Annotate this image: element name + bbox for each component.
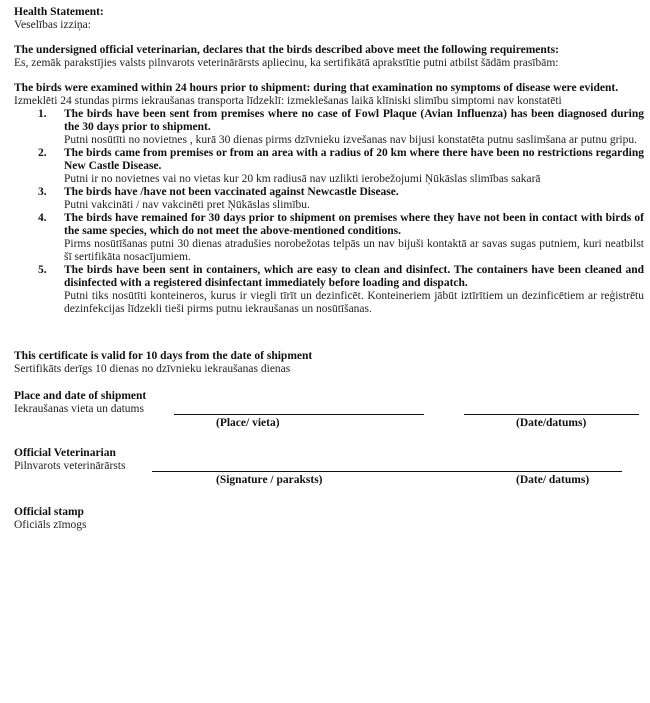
- validity-section: [14, 350, 644, 376]
- requirement-en: The birds came from premises or from an area with a radius of 20 km where there have been no restrictions regarding New Castle Disease.: [64, 147, 644, 172]
- requirement-item: [14, 186, 644, 212]
- veterinarian-title-en: Official Veterinarian: [14, 447, 116, 459]
- veterinarian-date-caption: (Date/ datums): [516, 474, 590, 486]
- requirement-item: [14, 108, 644, 147]
- requirement-item: [14, 147, 644, 186]
- stamp-title-en: Official stamp: [14, 506, 84, 518]
- requirement-lv: Pirms nosūtīšanas putni 30 dienas atradušies norobežotas telpās un nav bijuši kontaktā ar savas sugas putniem, kuri neatbilst šī sertifikāta nosacījumiem.: [64, 238, 644, 263]
- requirement-en: The birds have been sent from premises where no case of Fowl Plaque (Avian Influenza) has been diagnosed during the 30 days prior to shipment.: [64, 108, 644, 133]
- health-statement-title-lv: Veselības izziņa:: [14, 19, 91, 31]
- health-statement-title-en: Health Statement:: [14, 6, 104, 18]
- validity-en: This certificate is valid for 10 days from the date of shipment: [14, 350, 313, 362]
- requirement-lv: Putni ir no novietnes vai no vietas kur 20 km radiusā nav uzlikti ierobežojumi Ņūkāslas slimības sakarā: [64, 173, 541, 185]
- validity-lv: Sertifikāts derīgs 10 dienas no dzīvnieku iekraušanas dienas: [14, 363, 291, 375]
- declaration-en: The undersigned official veterinarian, declares that the birds described above meet the following requirements:: [14, 44, 559, 56]
- veterinarian-title-lv: Pilnvarots veterinārārsts: [14, 460, 126, 472]
- requirement-lv: Putni vakcināti / nav vakcinēti pret Ņūkāslas slimību.: [64, 199, 310, 211]
- shipment-date-caption: (Date/datums): [516, 417, 587, 429]
- requirement-en: The birds have been sent in containers, which are easy to clean and disinfect. The containers have been cleaned and disinfected with a registered disinfectant immediately before loading and dispatch.: [64, 264, 644, 289]
- declaration-lv: Es, zemāk parakstījies valsts pilnvarots veterinārārsts apliecinu, ka sertifikātā aprakstītie putni atbilst šādām prasībām:: [14, 57, 559, 69]
- requirement-number: 2.: [38, 147, 47, 159]
- requirement-number: 1.: [38, 108, 47, 120]
- requirement-number: 4.: [38, 212, 47, 224]
- declaration-section: [14, 44, 644, 70]
- examination-lv: Izmeklēti 24 stundas pirms iekraušanas transporta līdzeklī: izmeklešanas laikā klīniski slimību simptomi nav konstatēti: [14, 95, 562, 107]
- health-statement-heading: [14, 6, 644, 32]
- requirement-en: The birds have remained for 30 days prior to shipment on premises where they have not been in contact with birds of the same species, which do not meet the above-mentioned conditions.: [64, 212, 644, 237]
- requirement-number: 3.: [38, 186, 47, 198]
- stamp-title-lv: Oficiāls zīmogs: [14, 519, 87, 531]
- requirements-list: [14, 108, 644, 316]
- health-certificate: [14, 6, 644, 532]
- requirement-number: 5.: [38, 264, 47, 276]
- shipment-title-lv: Iekraušanas vieta un datums: [14, 403, 144, 415]
- shipment-place-line[interactable]: [174, 414, 424, 415]
- requirement-item: [14, 212, 644, 264]
- requirement-item: [14, 264, 644, 316]
- requirement-lv: Putni nosūtīti no novietnes , kurā 30 dienas pirms dzīvnieku izvešanas nav bijusi konstatēta putnu saslimšana ar putnu gripu.: [64, 134, 637, 146]
- stamp-section: [14, 506, 644, 532]
- examination-section: [14, 82, 644, 108]
- requirement-lv: Putni tiks nosūtīti konteineros, kurus ir viegli tīrīt un dezinficēt. Konteineriem jābūt iztīrītiem un dezinficētiem ar reģistrētu dezinfekcijas līdzekli tieši pirms putnu iekraušanas un nosūtīšanas.: [64, 290, 644, 315]
- signature-line[interactable]: [152, 471, 622, 472]
- shipment-title-en: Place and date of shipment: [14, 390, 147, 402]
- veterinarian-section: [14, 447, 644, 488]
- examination-en: The birds were examined within 24 hours prior to shipment: during that examination no symptoms of disease were evident.: [14, 82, 619, 94]
- requirement-en: The birds have /have not been vaccinated against Newcastle Disease.: [64, 186, 399, 198]
- shipment-place-caption: (Place/ vieta): [216, 417, 280, 429]
- shipment-date-line[interactable]: [464, 414, 639, 415]
- signature-caption: (Signature / paraksts): [216, 474, 323, 486]
- shipment-section: [14, 390, 644, 431]
